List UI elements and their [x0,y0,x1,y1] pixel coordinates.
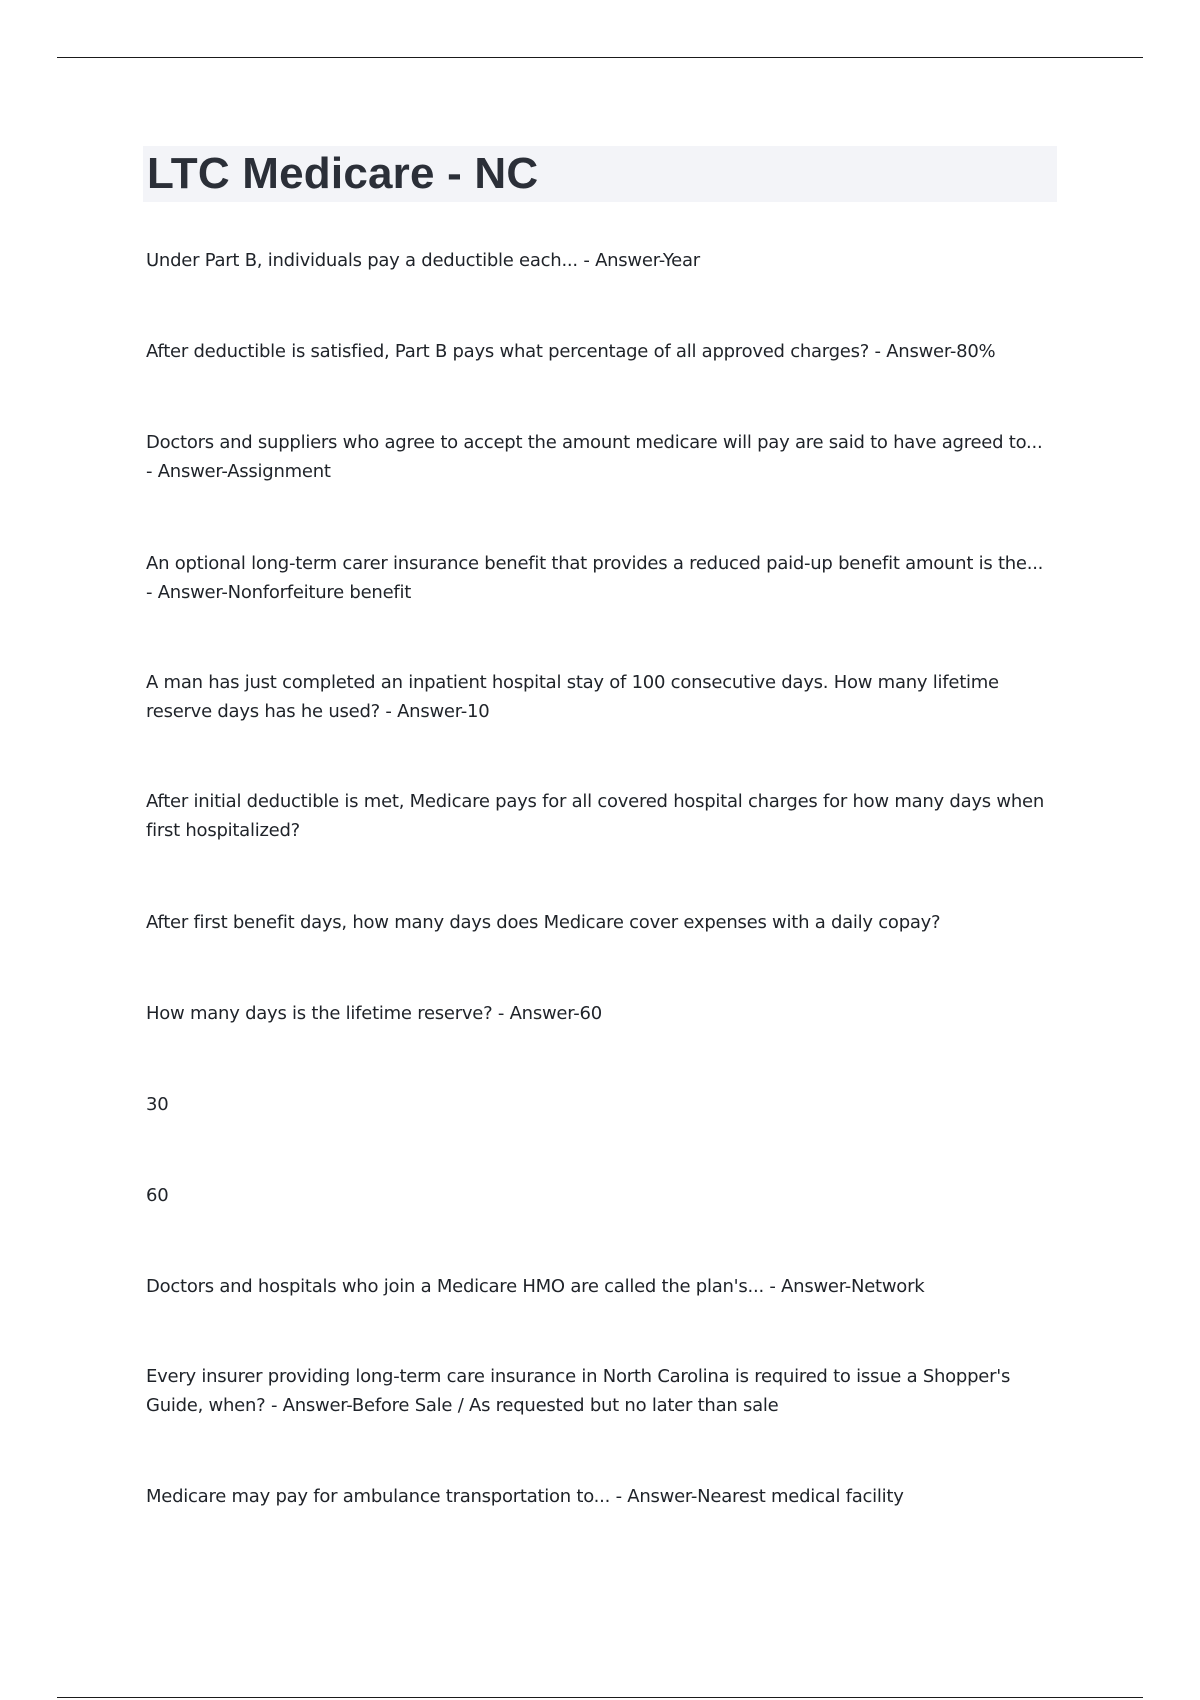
bottom-divider [57,1697,1143,1698]
qa-item-4: An optional long-term carer insurance benefit that provides a reduced paid-up benefit amount is the... - Answer-Nonforfeiture benefit [146,553,1044,603]
qa-item-8: How many days is the lifetime reserve? - Answer-60 [146,1003,602,1024]
qa-item-2: After deductible is satisfied, Part B pays what percentage of all approved charges? - Answer-80% [146,341,996,362]
qa-item-6: After initial deductible is met, Medicare pays for all covered hospital charges for how many days when first hospitalized? [146,791,1045,841]
qa-item-9: 30 [146,1094,169,1115]
title-banner [143,146,1057,202]
top-divider [57,57,1143,58]
qa-item-3: Doctors and suppliers who agree to accept the amount medicare will pay are said to have agreed to... - Answer-Assignment [146,432,1043,482]
qa-item-10: 60 [146,1185,169,1206]
qa-item-5: A man has just completed an inpatient hospital stay of 100 consecutive days. How many lifetime reserve days has he used? - Answer-10 [146,672,999,722]
qa-item-12: Every insurer providing long-term care insurance in North Carolina is required to issue a Shopper's Guide, when? - Answer-Before Sale / As requested but no later than sale [146,1366,1011,1416]
qa-item-7: After first benefit days, how many days does Medicare cover expenses with a daily copay? [146,912,941,933]
qa-item-13: Medicare may pay for ambulance transportation to... - Answer-Nearest medical facility [146,1486,904,1507]
qa-item-1: Under Part B, individuals pay a deductible each... - Answer-Year [146,250,700,271]
qa-item-11: Doctors and hospitals who join a Medicare HMO are called the plan's... - Answer-Network [146,1276,925,1297]
document-title: LTC Medicare - NC [147,149,539,198]
